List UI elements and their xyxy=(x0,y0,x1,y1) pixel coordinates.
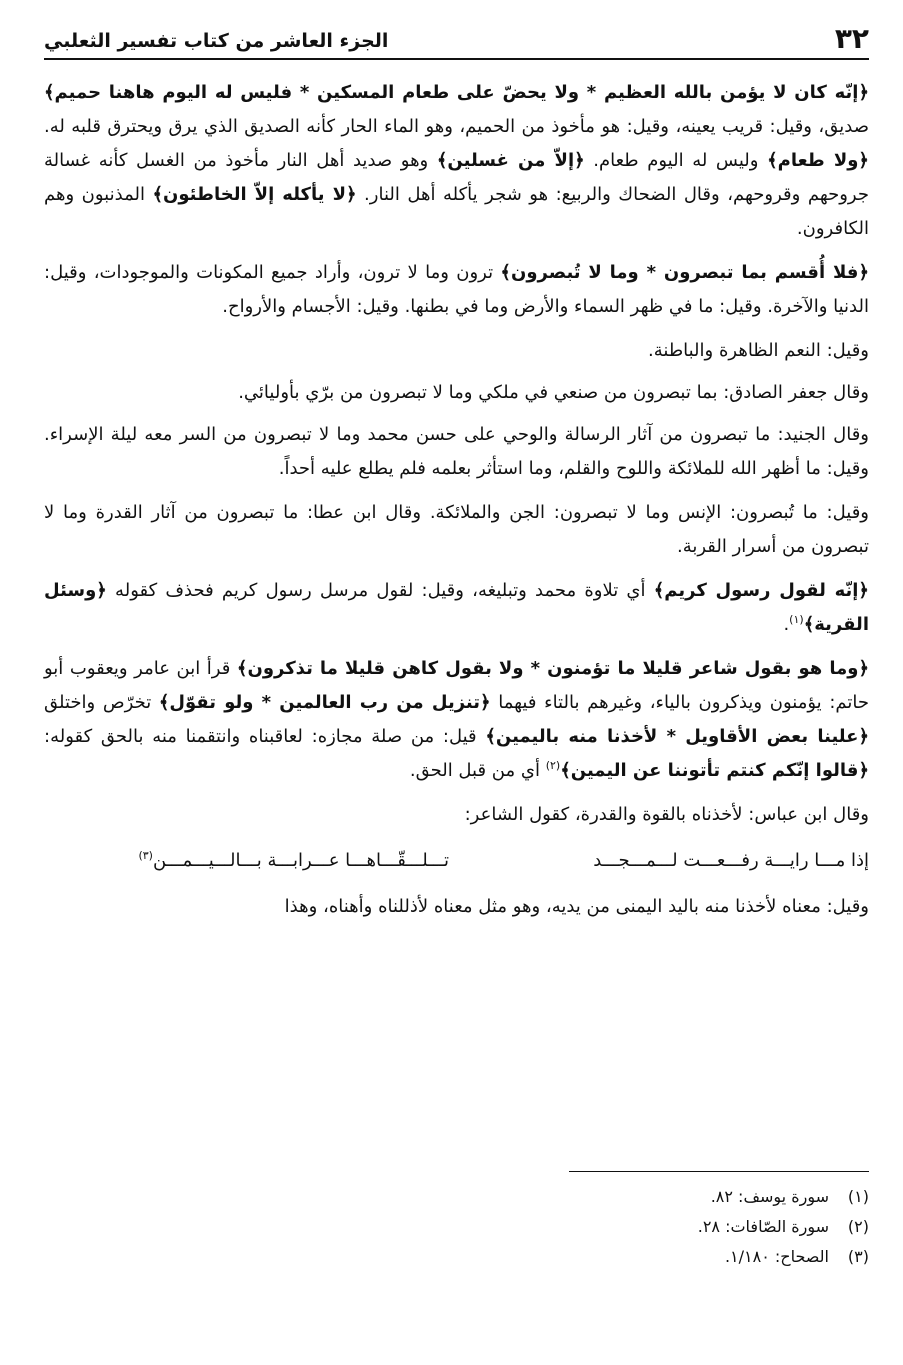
quran-quote: ﴿إنّه كان لا يؤمن بالله العظيم * ولا يحضّ على طعام المسكين * فليس له اليوم هاهنا حميم﴾ xyxy=(44,82,869,103)
footnote: (٢)سورة الصّافات: ٢٨. xyxy=(697,1217,869,1236)
verse-second-hemistich: تـــلـــقّـــاهـــا عـــرابـــة بـــالـــيـــمـــن$^{(٣)}$ xyxy=(138,849,449,871)
text-span: وقال الجنيد: ما تبصرون من آثار الرسالة والوحي على حسن محمد وما لا تبصرون من السر معه ليلة الإسراء. وقيل: ما أظهر الله للملائكة واللوح والقلم، وما استأثر بعلمه فلم يطلع عليه أحداً. xyxy=(44,424,869,479)
paragraph xyxy=(44,76,869,246)
quran-quote: ﴿إلاّ من غسلين﴾ xyxy=(436,150,585,171)
text-span: أي من قبل الحق. xyxy=(409,760,546,781)
quran-quote: ﴿وسئل القرية﴾ xyxy=(44,580,869,635)
paragraph xyxy=(44,574,869,642)
main-text xyxy=(44,76,869,934)
quran-quote: ﴿فلا أُقسم بما تبصرون * وما لا تُبصرون﴾ xyxy=(500,262,869,283)
page-number: ٣٢ xyxy=(834,22,869,55)
text-span: ترون وما لا ترون، وأراد جميع المكونات والموجودات، وقيل: الدنيا والآخرة. وقيل: ما في ظهر السماء والأرض وما في بطنها. وقيل: الأجسام والأرواح. xyxy=(44,262,869,317)
footnote-ref: (٢) xyxy=(545,759,561,772)
quran-quote: ﴿إنّه لقول رسول كريم﴾ xyxy=(653,580,869,601)
quran-quote: ﴿ولا طعام﴾ xyxy=(767,150,869,171)
header-rule xyxy=(44,58,869,60)
verse-first-hemistich: إذا مـــا رايـــة رفـــعـــت لـــمـــجـــد xyxy=(593,850,869,871)
quran-quote: ﴿تنزيل من رب العالمين * ولو تقوّل﴾ xyxy=(158,692,491,713)
text-span: وهو صديد أهل النار مأخوذ من الغسل كأنه غسالة جروحهم وقروحهم، وقال الضحاك والربيع: هو شجر يأكله أهل النار. xyxy=(44,150,869,205)
text-span: أي تلاوة محمد وتبليغه، وقيل: لقول مرسل رسول كريم فحذف كقوله xyxy=(106,580,654,601)
text-span: قرأ ابن عامر ويعقوب أبو حاتم: يؤمنون ويذكرون بالياء، وغيرهم بالتاء فيهما xyxy=(44,658,869,713)
text-span: وقيل: النعم الظاهرة والباطنة. xyxy=(648,340,869,361)
text-span: وقال جعفر الصادق: بما تبصرون من صنعي في ملكي وما لا تبصرون من برّي بأوليائي. xyxy=(238,382,869,403)
paragraph xyxy=(44,496,869,564)
text-span: المذنبون وهم الكافرون. xyxy=(44,184,869,239)
footnotes xyxy=(300,1182,869,1272)
text-span: وليس له اليوم طعام. xyxy=(584,150,768,171)
paragraph-continued: وقيل: معناه لأخذنا منه باليد اليمنى من يديه، وهو مثل معناه لأذللناه وأهناه، وهذا xyxy=(284,896,869,917)
footnote: (١)سورة يوسف: ٨٢. xyxy=(710,1187,869,1206)
quran-quote: ﴿وما هو بقول شاعر قليلا ما تؤمنون * ولا بقول كاهن قليلا ما تذكرون﴾ xyxy=(236,658,869,679)
text-span: صديق، وقيل: قريب يعينه، وقيل: هو مأخوذ من الحميم، وهو الماء الحار كأنه الصديق الذي يرق ويحترق قلبه له. xyxy=(44,116,869,137)
text-span: وقال ابن عباس: لأخذناه بالقوة والقدرة، كقول الشاعر: xyxy=(464,804,869,825)
poetry-verse xyxy=(44,840,869,884)
running-title: الجزء العاشر من كتاب تفسير الثعلبي xyxy=(44,30,389,52)
footnote-rule xyxy=(569,1171,869,1172)
paragraph xyxy=(44,798,869,832)
quran-quote: ﴿لا يأكله إلاّ الخاطئون﴾ xyxy=(152,184,357,205)
footnote-ref: (١) xyxy=(789,613,804,626)
quran-quote: ﴿علينا بعض الأقاويل * لأخذنا منه باليمين﴾ xyxy=(485,726,869,747)
text-span: قيل: من صلة مجازه: لعاقبناه وانتقمنا منه بالحق كقوله: xyxy=(44,726,486,747)
paragraph xyxy=(44,652,869,788)
text-span: وقيل: ما تُبصرون: الإنس وما لا تبصرون: الجن والملائكة. وقال ابن عطا: ما تبصرون من آثار القدرة وما لا تبصرون من أسرار القربة. xyxy=(44,502,869,557)
paragraph xyxy=(44,376,869,410)
text-span: . xyxy=(783,614,790,635)
quran-quote: ﴿قالوا إنّكم كنتم تأتوننا عن اليمين﴾ xyxy=(560,760,869,781)
paragraph xyxy=(44,418,869,486)
page-header xyxy=(44,22,869,60)
paragraph xyxy=(44,334,869,368)
footnote-ref: (٣) xyxy=(138,849,153,862)
footnote: (٣)الصحاح: ١/١٨٠. xyxy=(724,1247,869,1266)
paragraph xyxy=(44,256,869,324)
text-span: تخرّص واختلق xyxy=(44,692,159,713)
